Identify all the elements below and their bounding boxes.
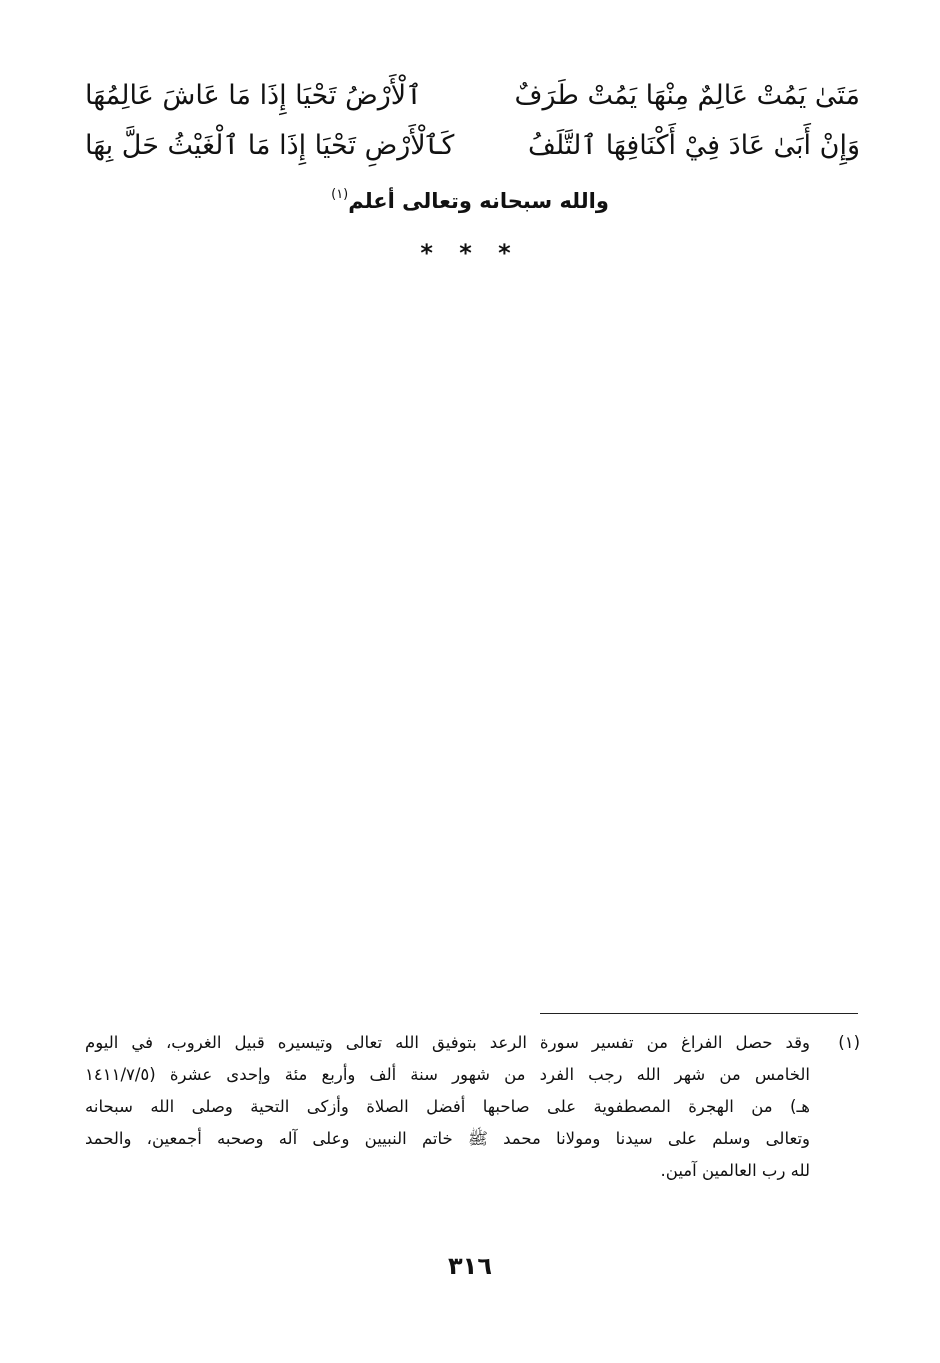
poem-verse	[85, 70, 860, 122]
verse-second-hemistich: كَٱلْأَرْضِ تَحْيَا إِذَا مَا ٱلْغَيْثُ حَلَّ بِهَا	[85, 130, 455, 161]
footnote-line: الخامس من شهر الله رجب الفرد من شهور سنة ألف وأربع مئة وإحدى عشرة (١٤١١/٧/٥	[85, 1065, 810, 1084]
footnote-divider	[540, 1013, 858, 1014]
footnote-line: وتعالى وسلم على سيدنا ومولانا محمد ﷺ خاتم النبيين وعلى آله وصحبه أجمعين، والحمد	[85, 1129, 810, 1148]
footnote-reference: (١)	[331, 187, 349, 202]
verse-second-hemistich: ٱلْأَرْضُ تَحْيَا إِذَا مَا عَاشَ عَالِمُهَا	[85, 80, 422, 111]
footnote-line: وقد حصل الفراغ من تفسير سورة الرعد بتوفيق الله تعالى وتيسيره قبيل الغروب، في اليوم	[85, 1033, 810, 1052]
footnote-line: هـ) من الهجرة المصطفوية على صاحبها أفضل الصلاة وأزكى التحية وصلى الله سبحانه	[85, 1097, 810, 1116]
verse-first-hemistich: مَتَىٰ يَمُتْ عَالِمٌ مِنْهَا يَمُتْ طَرَفٌ	[514, 80, 860, 111]
verse-first-hemistich: وَإِنْ أَبَىٰ عَادَ فِيْ أَكْنَافِهَا ٱلتَّلَفُ	[528, 130, 860, 161]
footnote-text	[85, 1027, 810, 1187]
closing-text: والله سبحانه وتعالى أعلم	[348, 189, 609, 213]
footnote-marker: (١)	[838, 1033, 860, 1052]
section-separator: * * *	[420, 239, 520, 267]
poem-verse	[85, 120, 860, 172]
page-number: ٣١٦	[448, 1252, 492, 1280]
closing-phrase	[0, 172, 940, 224]
footnote-line: لله رب العالمين آمين.	[660, 1161, 810, 1180]
